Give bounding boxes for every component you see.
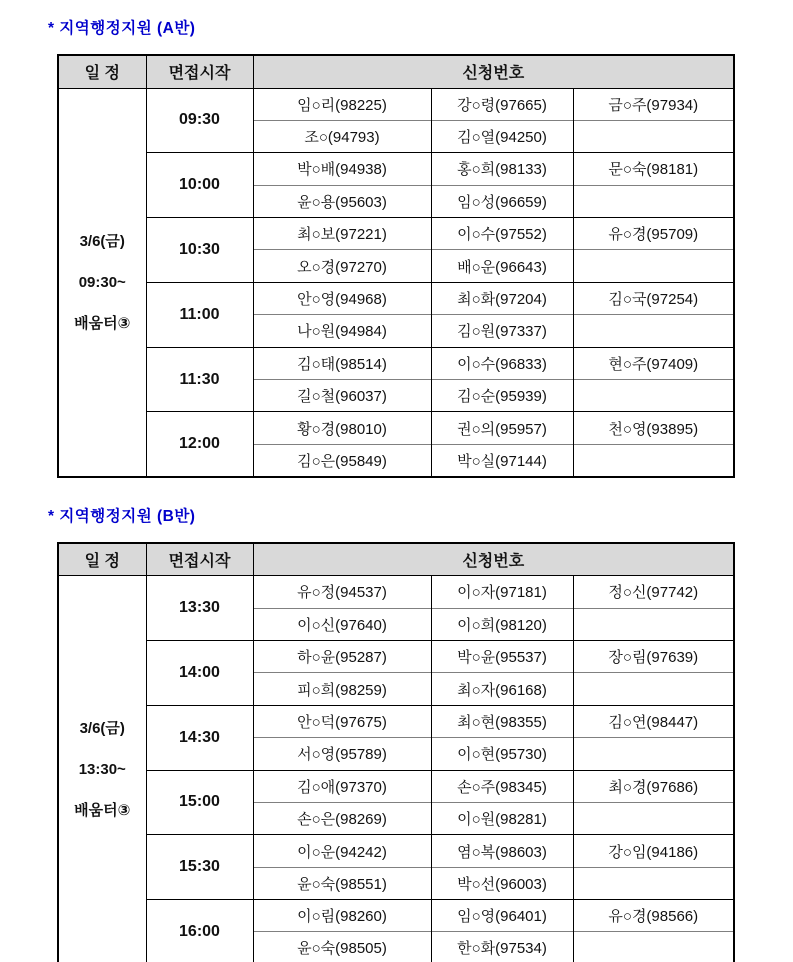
table-row [58, 770, 734, 802]
applicant-cell: 최○보(97221) [253, 218, 431, 250]
applicant-cell [573, 315, 734, 347]
table-row [58, 282, 734, 314]
schedule-date: 3/6(금) [79, 232, 125, 250]
time-cell: 15:30 [146, 835, 253, 900]
applicant-cell: 정○신(97742) [573, 576, 734, 608]
applicant-cell: 이○수(96833) [431, 347, 573, 379]
interview-schedule-table-a [57, 54, 735, 478]
applicant-cell: 윤○숙(98505) [253, 932, 431, 962]
applicant-cell: 이○자(97181) [431, 576, 573, 608]
applicant-cell: 임○영(96401) [431, 900, 573, 932]
applicant-cell: 최○경(97686) [573, 770, 734, 802]
applicant-cell: 김○순(95939) [431, 380, 573, 412]
applicant-cell: 조○(94793) [253, 120, 431, 152]
time-cell: 13:30 [146, 576, 253, 641]
applicant-cell: 박○배(94938) [253, 153, 431, 185]
applicant-cell: 윤○숙(98551) [253, 867, 431, 899]
applicant-cell: 손○주(98345) [431, 770, 573, 802]
schedule-date: 3/6(금) [79, 720, 125, 738]
header-application-number: 신청번호 [253, 55, 734, 88]
applicant-cell: 서○영(95789) [253, 738, 431, 770]
time-cell: 10:00 [146, 153, 253, 218]
applicant-cell: 윤○용(95603) [253, 185, 431, 217]
header-schedule: 일 정 [58, 543, 146, 576]
applicant-cell [573, 738, 734, 770]
applicant-cell: 유○정(94537) [253, 576, 431, 608]
applicant-cell: 염○복(98603) [431, 835, 573, 867]
applicant-cell: 이○수(97552) [431, 218, 573, 250]
schedule-venue: 배움터③ [74, 314, 131, 332]
applicant-cell: 장○림(97639) [573, 640, 734, 672]
table-row [58, 88, 734, 120]
applicant-cell: 금○주(97934) [573, 88, 734, 120]
schedule-start-time: 09:30~ [78, 273, 126, 291]
table-row [58, 153, 734, 185]
applicant-cell: 유○경(95709) [573, 218, 734, 250]
date-venue-cell [58, 576, 146, 962]
applicant-cell [573, 444, 734, 476]
time-cell: 10:30 [146, 218, 253, 283]
table-row [58, 218, 734, 250]
interview-schedule-table-b [57, 542, 735, 962]
applicant-cell: 하○윤(95287) [253, 640, 431, 672]
time-cell: 11:30 [146, 347, 253, 412]
time-cell: 14:00 [146, 640, 253, 705]
applicant-cell: 권○의(95957) [431, 412, 573, 444]
applicant-cell: 안○덕(97675) [253, 705, 431, 737]
applicant-cell: 강○령(97665) [431, 88, 573, 120]
table-row [58, 412, 734, 444]
table-header-row [58, 55, 734, 88]
applicant-cell: 한○화(97534) [431, 932, 573, 962]
table-row [58, 835, 734, 867]
applicant-cell: 문○숙(98181) [573, 153, 734, 185]
applicant-cell [573, 120, 734, 152]
applicant-cell: 박○선(96003) [431, 867, 573, 899]
header-schedule: 일 정 [58, 55, 146, 88]
section-title-b: * 지역행정지원 (B반) [48, 507, 196, 525]
applicant-cell [573, 867, 734, 899]
table-header-row [58, 543, 734, 576]
applicant-cell: 유○경(98566) [573, 900, 734, 932]
applicant-cell: 최○현(98355) [431, 705, 573, 737]
schedule-start-time: 13:30~ [78, 761, 126, 779]
applicant-cell: 강○임(94186) [573, 835, 734, 867]
applicant-cell [573, 380, 734, 412]
date-venue-cell [58, 88, 146, 477]
applicant-cell: 손○은(98269) [253, 802, 431, 834]
section-group-a [48, 16, 793, 478]
applicant-cell: 김○애(97370) [253, 770, 431, 802]
time-cell: 14:30 [146, 705, 253, 770]
applicant-cell: 이○현(95730) [431, 738, 573, 770]
section-group-b [48, 504, 793, 962]
applicant-cell: 오○경(97270) [253, 250, 431, 282]
applicant-cell: 최○화(97204) [431, 282, 573, 314]
schedule-venue: 배움터③ [74, 802, 131, 820]
applicant-cell: 나○원(94984) [253, 315, 431, 347]
table-row [58, 900, 734, 932]
time-cell: 16:00 [146, 900, 253, 962]
time-cell: 11:00 [146, 282, 253, 347]
applicant-cell [573, 250, 734, 282]
time-cell: 12:00 [146, 412, 253, 477]
section-title-a: * 지역행정지원 (A반) [48, 20, 196, 37]
applicant-cell: 안○영(94968) [253, 282, 431, 314]
header-interview-start: 면접시작 [146, 55, 253, 88]
applicant-cell: 피○희(98259) [253, 673, 431, 705]
applicant-cell: 김○열(94250) [431, 120, 573, 152]
applicant-cell: 이○희(98120) [431, 608, 573, 640]
table-row [58, 705, 734, 737]
applicant-cell: 이○원(98281) [431, 802, 573, 834]
applicant-cell: 임○리(98225) [253, 88, 431, 120]
applicant-cell: 이○림(98260) [253, 900, 431, 932]
applicant-cell: 현○주(97409) [573, 347, 734, 379]
applicant-cell: 김○연(98447) [573, 705, 734, 737]
table-row [58, 347, 734, 379]
applicant-cell: 천○영(93895) [573, 412, 734, 444]
applicant-cell: 이○신(97640) [253, 608, 431, 640]
time-cell: 09:30 [146, 88, 253, 153]
applicant-cell: 이○운(94242) [253, 835, 431, 867]
applicant-cell: 박○윤(95537) [431, 640, 573, 672]
applicant-cell: 황○경(98010) [253, 412, 431, 444]
applicant-cell [573, 673, 734, 705]
applicant-cell [573, 932, 734, 962]
applicant-cell [573, 608, 734, 640]
applicant-cell: 김○은(95849) [253, 444, 431, 476]
header-interview-start: 면접시작 [146, 543, 253, 576]
applicant-cell: 김○원(97337) [431, 315, 573, 347]
applicant-cell: 박○실(97144) [431, 444, 573, 476]
applicant-cell [573, 185, 734, 217]
time-cell: 15:00 [146, 770, 253, 835]
applicant-cell: 김○국(97254) [573, 282, 734, 314]
applicant-cell: 김○태(98514) [253, 347, 431, 379]
applicant-cell: 최○자(96168) [431, 673, 573, 705]
table-row [58, 640, 734, 672]
applicant-cell [573, 802, 734, 834]
applicant-cell: 임○성(96659) [431, 185, 573, 217]
table-row [58, 576, 734, 608]
header-application-number: 신청번호 [253, 543, 734, 576]
applicant-cell: 홍○희(98133) [431, 153, 573, 185]
applicant-cell: 길○철(96037) [253, 380, 431, 412]
applicant-cell: 배○운(96643) [431, 250, 573, 282]
